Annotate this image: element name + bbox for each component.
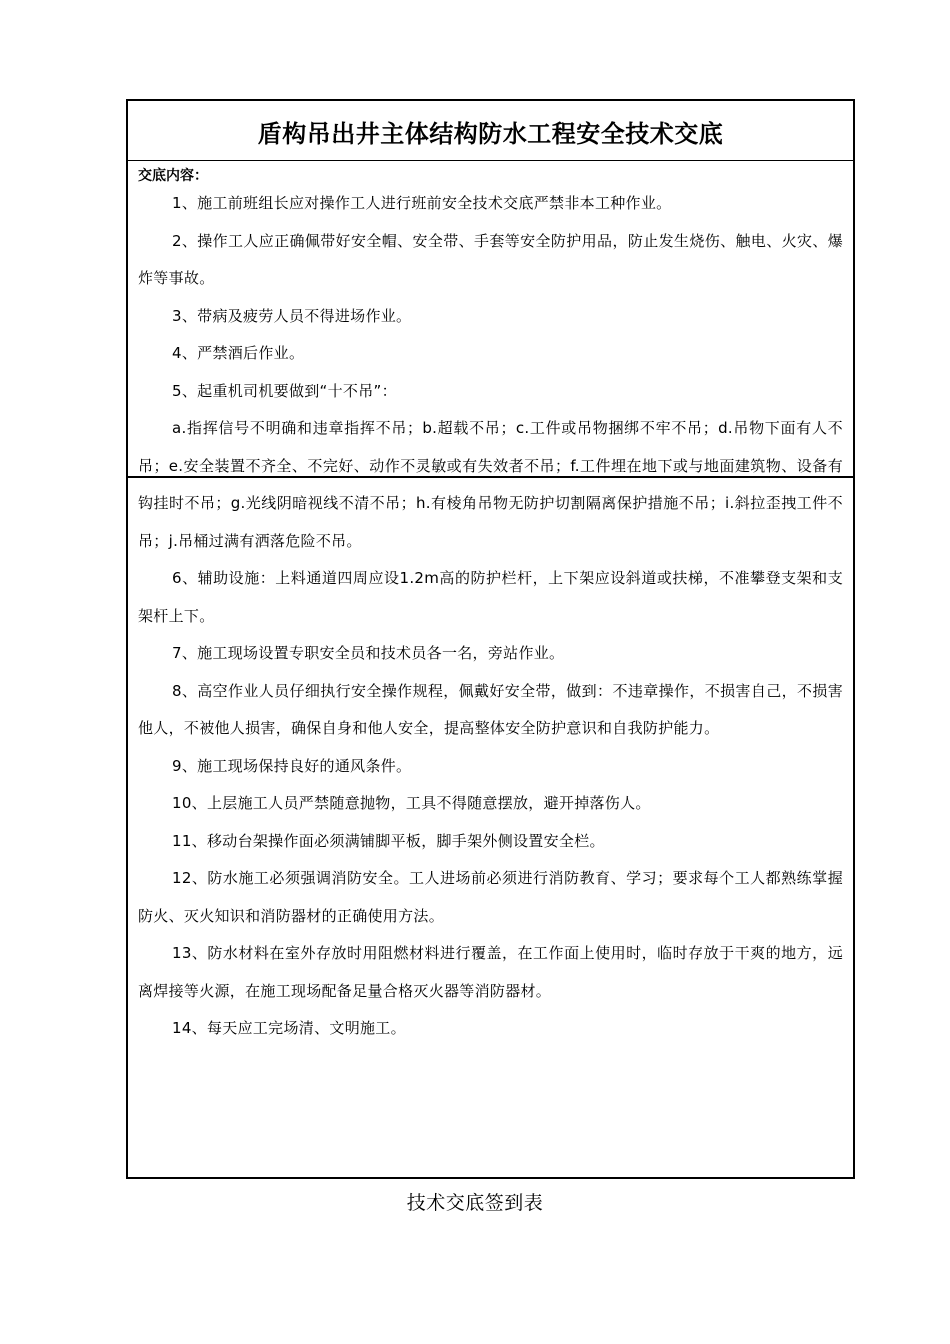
list-item: 13、防水材料在室外存放时用阻燃材料进行覆盖，在工作面上使用时，临时存放于干爽的地方，远离焊接等火源，在施工现场配备足量合格灭火器等消防器材。 [138, 944, 843, 1000]
list-item: 7、施工现场设置专职安全员和技术员各一名，旁站作业。 [172, 644, 565, 662]
list-item: 14、每天应工完场清、文明施工。 [172, 1019, 406, 1037]
document-frame [126, 99, 855, 1179]
title-row [128, 101, 853, 161]
list-item: 2、操作工人应正确佩带好安全帽、安全带、手套等安全防护用品，防止发生烧伤、触电、火灾、爆炸等事故。 [138, 231, 843, 287]
list-item: 11、移动台架操作面必须满铺脚平板，脚手架外侧设置安全栏。 [172, 831, 605, 850]
section-label: 交底内容： [138, 168, 208, 184]
list-item: 5、起重机司机要做到“十不吊”： [172, 381, 397, 400]
list-item: 10、上层施工人员严禁随意抛物，工具不得随意摆放，避开掉落伤人。 [172, 794, 651, 812]
list-item: 12、防水施工必须强调消防安全。工人进场前必须进行消防教育、学习；要求每个工人都熟练掌握防火、灭火知识和消防器材的正确使用方法。 [138, 869, 843, 925]
list-item: 6、辅助设施：上料通道四周应设1.2m高的防护栏杆，上下架应设斜道或扶梯，不准攀登支架和支架杆上下。 [138, 569, 843, 625]
list-item: 8、高空作业人员仔细执行安全操作规程，佩戴好安全带，做到：不违章操作，不损害自己，不损害他人，不被他人损害，确保自身和他人安全，提高整体安全防护意识和自我防护能力。 [138, 681, 843, 737]
content-area [138, 161, 843, 1048]
list-item: a.指挥信号不明确和违章指挥不吊；b.超载不吊；c.工件或吊物捆绑不牢不吊；d.吊物下面有人不吊；e.安全装置不齐全、不完好、动作不灵敏或有失效者不吊；f.工件埋在地下或与地面建筑物、设备有钩挂时不吊；g.光线阴暗视线不清不吊；h.有棱角吊物无防护切割隔离保护措施不吊；i.斜拉歪拽工件不吊；j.吊桶过满有洒落危险不吊。 [138, 419, 843, 550]
document-title: 盾构吊出井主体结构防水工程安全技术交底 [257, 120, 724, 148]
list-item: 1、施工前班组长应对操作工人进行班前安全技术交底严禁非本工种作业。 [172, 194, 672, 212]
list-item: 9、施工现场保持良好的通风条件。 [172, 756, 412, 775]
list-item: 4、严禁酒后作业。 [172, 344, 305, 362]
sign-in-sheet-title: 技术交底签到表 [406, 1192, 544, 1214]
list-item: 3、带病及疲劳人员不得进场作业。 [172, 306, 412, 325]
